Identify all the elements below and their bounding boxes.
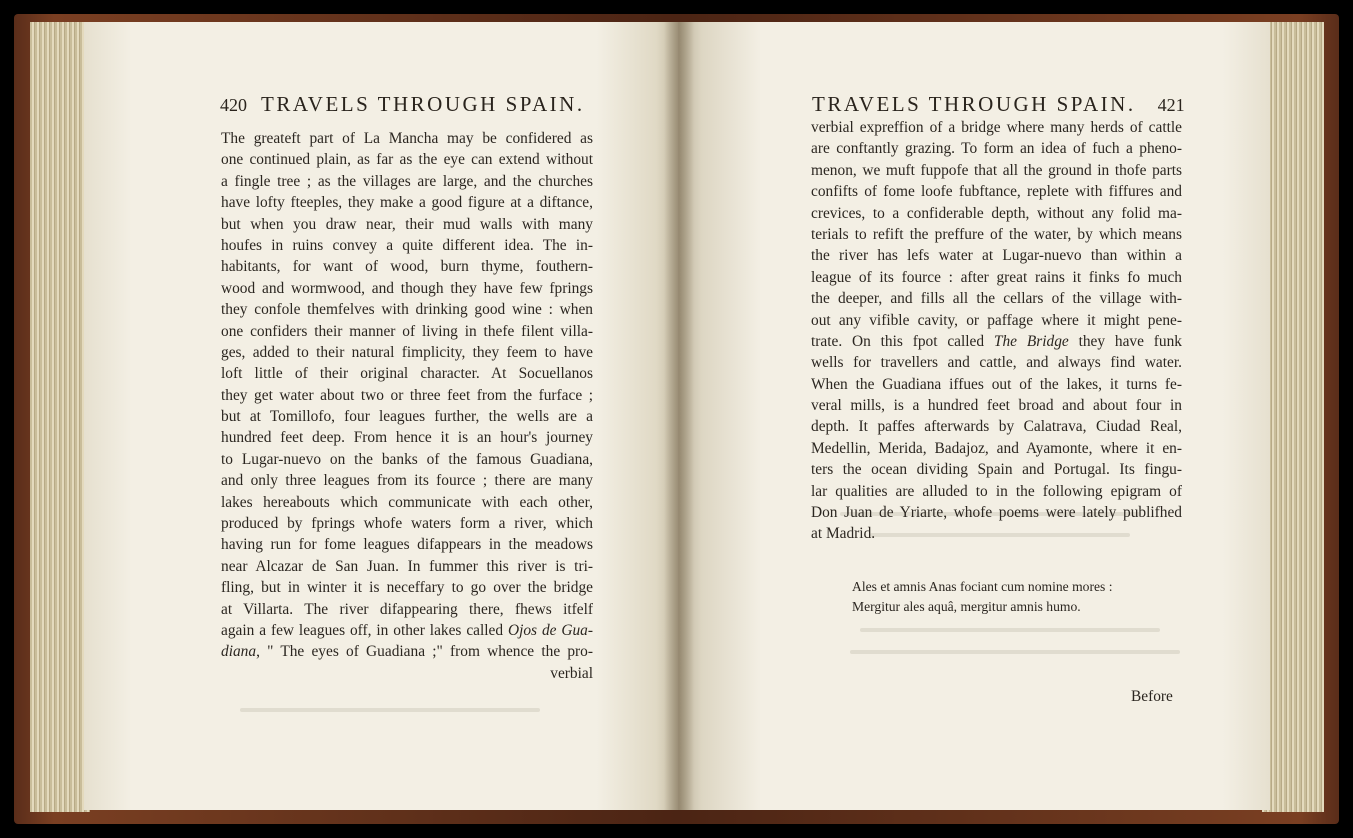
- text-segment: crevices, to a confiderable depth, without any folid ma-: [811, 204, 1182, 222]
- right-page-body: [811, 117, 1182, 545]
- text-segment: menon, we muft fuppofe that all the ground in thofe parts: [811, 161, 1182, 179]
- text-segment: Don Juan de Yriarte, whofe poems were lately publifhed: [811, 504, 1182, 522]
- text-line: [811, 352, 1182, 373]
- text-segment: they confole themfelves with drinking good wine : when: [221, 301, 593, 319]
- text-line: [221, 406, 593, 427]
- text-segment: lar qualities are alluded to in the following epigram of: [811, 482, 1182, 500]
- text-line: [811, 310, 1182, 331]
- text-line: [221, 214, 593, 235]
- epigram-line: Ales et amnis Anas fociant cum nomine mores :: [852, 579, 1113, 594]
- text-segment: and only three leagues from its fource ; there are many: [221, 472, 593, 490]
- text-segment: to Lugar-nuevo on the banks of the famous Guadiana,: [221, 450, 593, 468]
- text-segment: confifts of fome loofe fubftance, replete with fiffures and: [811, 183, 1182, 201]
- text-segment: lakes hereabouts which communicate with each other,: [221, 493, 593, 511]
- text-line: [221, 385, 593, 406]
- text-line: [221, 321, 593, 342]
- book-gutter: [664, 22, 694, 810]
- text-line: [221, 492, 593, 513]
- text-line: [221, 427, 593, 448]
- right-running-head: [812, 92, 1185, 117]
- text-line: [221, 278, 593, 299]
- text-segment: having run for fome leagues difappears in the meadows: [221, 536, 593, 554]
- text-line: [221, 149, 593, 170]
- text-segment: Medellin, Merida, Badajoz, and Ayamonte, where it en-: [811, 439, 1182, 457]
- text-line: [221, 577, 593, 598]
- text-line: [221, 449, 593, 470]
- text-segment: fling, but in winter it is neceffary to go over the bridge: [221, 579, 593, 597]
- text-segment: they get water about two or three feet from the furface ;: [221, 386, 593, 404]
- text-segment: ges, added to their natural fimplicity, they feem to have: [221, 343, 593, 361]
- text-line: [221, 599, 593, 620]
- text-line: [811, 138, 1182, 159]
- text-line: [221, 342, 593, 363]
- text-line: [811, 224, 1182, 245]
- text-line: [811, 288, 1182, 309]
- text-line: [221, 470, 593, 491]
- text-segment: hundred feet deep. From hence it is an hour's journey: [221, 429, 593, 447]
- text-segment: The greateft part of La Mancha may be confidered as: [221, 130, 593, 147]
- text-segment: wells for travellers and cattle, and always find water.: [811, 354, 1182, 372]
- left-page-body: [221, 128, 593, 684]
- show-through-mark: [850, 650, 1180, 654]
- text-line: [811, 416, 1182, 437]
- text-segment: again a few leagues off, in other lakes called: [221, 621, 508, 639]
- text-segment: terials to refift the preffure of the water, by which means: [811, 225, 1182, 243]
- text-segment: a fingle tree ; as the villages are large, and the churches: [221, 172, 593, 190]
- italic-phrase: The Bridge: [993, 332, 1069, 350]
- left-page-number: 420: [220, 95, 247, 115]
- show-through-mark: [860, 628, 1160, 632]
- epigram-line: Mergitur ales aquâ, mergitur amnis humo.: [852, 599, 1081, 614]
- left-running-title: TRAVELS THROUGH SPAIN.: [261, 92, 585, 116]
- text-line: [811, 523, 1182, 544]
- italic-phrase: Ojos de Gua-: [507, 621, 594, 639]
- text-segment: habitants, for want of wood, burn thyme, fouthern-: [221, 258, 593, 276]
- text-line: [811, 181, 1182, 202]
- text-line: [811, 117, 1182, 138]
- text-segment: out any vifible cavity, or paffage where it might pene-: [811, 311, 1182, 329]
- text-segment: depth. It paffes afterwards by Calatrava, Ciudad Real,: [811, 418, 1182, 436]
- text-line: [811, 331, 1182, 352]
- page-edges-right: [1262, 22, 1324, 812]
- page-edges-left: [30, 22, 90, 812]
- text-segment: When the Guadiana iffues out of the lakes, it turns fe-: [811, 375, 1182, 393]
- text-line: [811, 374, 1182, 395]
- text-segment: near Alcazar de San Juan. In fummer this river is tri-: [221, 557, 593, 575]
- text-segment: but at Tomillofo, four leagues further, the wells are a: [221, 408, 593, 426]
- text-line: [221, 128, 593, 149]
- text-segment: veral mills, is a hundred feet broad and about four in: [811, 397, 1182, 415]
- text-line: [221, 171, 593, 192]
- text-line: [221, 256, 593, 277]
- text-segment: the river has lefs water at Lugar-nuevo than within a: [811, 247, 1182, 265]
- text-segment: they have funk: [1068, 332, 1182, 350]
- left-running-head: [220, 92, 585, 117]
- text-line: [221, 299, 593, 320]
- text-segment: houfes in ruins convey a quite different idea. The in-: [221, 236, 593, 254]
- text-segment: the deeper, and fills all the cellars of the village with-: [811, 290, 1182, 308]
- text-line: [811, 160, 1182, 181]
- text-line: [221, 641, 593, 662]
- text-segment: at Villarta. The river difappearing there, fhews itfelf: [221, 600, 593, 618]
- text-segment: league of its fource : after great rains it finks fo much: [811, 268, 1182, 286]
- show-through-mark: [240, 708, 540, 712]
- text-line: [221, 620, 593, 641]
- text-segment: trate. On this fpot called: [811, 332, 994, 350]
- text-line: [811, 502, 1182, 523]
- text-segment: one confiders their manner of living in thefe filent villa-: [221, 322, 593, 340]
- text-segment: are conftantly grazing. To form an idea of fuch a pheno-: [811, 140, 1182, 158]
- latin-epigram: [852, 577, 1113, 617]
- text-line: [811, 459, 1182, 480]
- text-line: [221, 534, 593, 555]
- text-line: [221, 663, 593, 684]
- text-line: [221, 363, 593, 384]
- text-line: [221, 235, 593, 256]
- text-line: [221, 556, 593, 577]
- text-line: [811, 481, 1182, 502]
- text-line: [811, 395, 1182, 416]
- text-segment: verbial expreffion of a bridge where many herds of cattle: [811, 119, 1182, 136]
- right-page-number: 421: [1157, 95, 1185, 115]
- text-segment: loft little of their original character. At Socuellanos: [221, 365, 593, 383]
- text-line: [811, 267, 1182, 288]
- text-line: [811, 245, 1182, 266]
- text-line: [221, 513, 593, 534]
- text-segment: , " The eyes of Guadiana ;" from whence the pro-: [256, 643, 593, 661]
- text-segment: wood and wormwood, and though they have few fprings: [221, 279, 593, 297]
- text-segment: produced by fprings whofe waters form a river, which: [221, 515, 593, 533]
- text-line: [221, 192, 593, 213]
- text-segment: at Madrid.: [811, 525, 876, 543]
- text-segment: one continued plain, as far as the eye can extend without: [221, 151, 593, 169]
- right-running-title: TRAVELS THROUGH SPAIN.: [812, 92, 1136, 116]
- text-line: [811, 203, 1182, 224]
- italic-phrase: diana: [221, 643, 257, 661]
- text-segment: have lofty fteeples, they make a good figure at a diftance,: [221, 194, 593, 212]
- text-segment: but when you draw near, their mud walls with many: [221, 215, 593, 233]
- text-segment: ters the ocean dividing Spain and Portugal. Its fingu-: [811, 461, 1182, 479]
- text-segment: verbial: [550, 664, 593, 682]
- catchword: Before: [1131, 688, 1173, 705]
- text-line: [811, 438, 1182, 459]
